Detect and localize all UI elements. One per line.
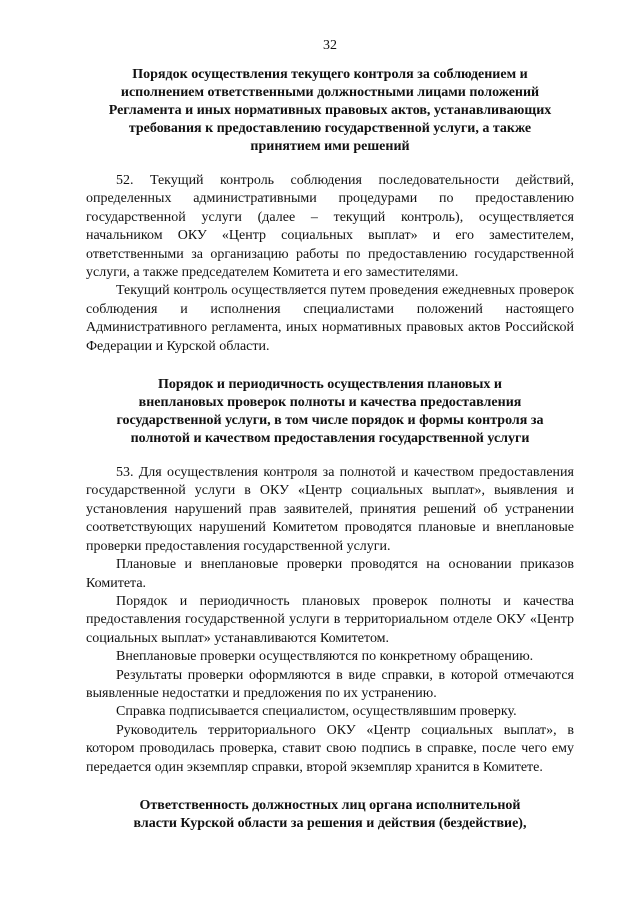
heading-line: власти Курской области за решения и действия (бездействие), (133, 815, 527, 831)
paragraph-inspection-periodicity: Порядок и периодичность плановых проверок полноты и качества предоставления государственной услуги в территориальном отделе ОКУ «Центр социальных выплат» устанавливаются Комитетом. (86, 593, 574, 646)
heading-line: Ответственность должностных лиц органа исполнительной (139, 797, 521, 813)
section-heading-inspections (86, 376, 574, 448)
heading-line: полнотой и качеством предоставления государственной услуги (130, 431, 530, 447)
paragraph-report-copies: Руководитель территориального ОКУ «Центр социальных выплат», в котором проводилась проверка, ставит свою подпись в справке, после чего ему передается один экземпляр справки, второй экземпляр хранится в Комитете. (86, 722, 574, 775)
paragraph-52: 52. Текущий контроль соблюдения последовательности действий, определенных административными процедурами по предоставлению государственной услуги (далее – текущий контроль), осуществляется начальником ОКУ «Центр социальных выплат» и его заместителем, ответственными за организацию работы по предоставлению государственной услуги, а также председателем Комитета и его заместителями. (86, 173, 574, 281)
heading-line: принятием ими решений (250, 139, 410, 154)
page-number: 32 (323, 38, 337, 53)
paragraph-current-control-method: Текущий контроль осуществляется путем проведения ежедневных проверок соблюдения и исполнения специалистами положений настоящего Административного регламента, иных нормативных правовых актов Российской Федерации и Курской области. (86, 283, 574, 354)
paragraph-report-signature: Справка подписывается специалистом, осуществлявшим проверку. (116, 704, 517, 720)
heading-line: требования к предоставлению государственной услуги, а также (128, 121, 532, 136)
paragraph-inspection-results: Результаты проверки оформляются в виде справки, в которой отмечаются выявленные недостатки и предложения по их устранению. (86, 667, 574, 701)
paragraph-inspection-basis: Плановые и внеплановые проверки проводятся на основании приказов Комитета. (86, 557, 574, 591)
heading-line: внеплановых проверок полноты и качества предоставления (138, 395, 522, 411)
heading-line: государственной услуги, в том числе порядок и формы контроля за (116, 413, 544, 429)
paragraph-53: 53. Для осуществления контроля за полнотой и качеством предоставления государственной услуги в ОКУ «Центр социальных выплат», выявления и установления нарушений прав заявителей, принятия решений об устранении соответствующих нарушений Комитетом проводятся плановые и внеплановые проверки предоставления государственной услуги. (86, 465, 574, 554)
heading-line: Регламента и иных нормативных правовых актов, устанавливающих (108, 103, 552, 118)
paragraph-unscheduled-inspections: Внеплановые проверки осуществляются по конкретному обращению. (116, 649, 534, 665)
section-heading-responsibility (86, 797, 574, 833)
heading-line: исполнением ответственными должностными лицами положений (120, 85, 540, 100)
heading-line: Порядок осуществления текущего контроля за соблюдением и (132, 67, 528, 82)
heading-line: Порядок и периодичность осуществления плановых и (158, 377, 502, 393)
section-heading-current-control (86, 66, 574, 156)
